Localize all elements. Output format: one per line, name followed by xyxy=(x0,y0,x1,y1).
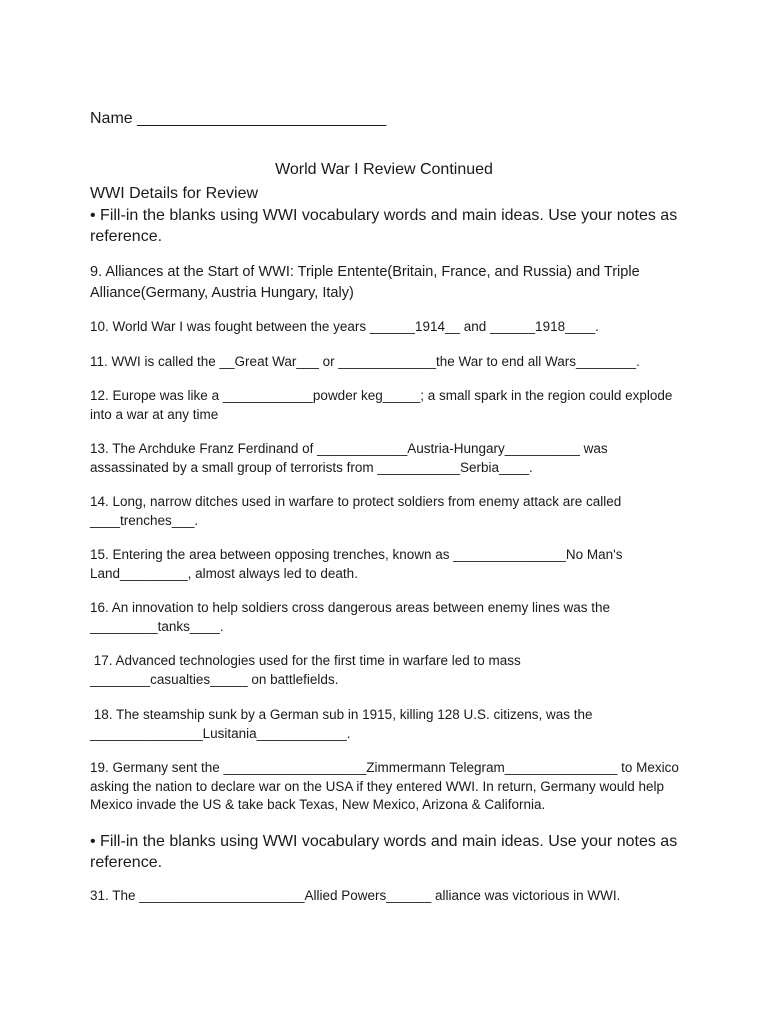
question-16: 16. An innovation to help soldiers cross dangerous areas between enemy lines was the _________tanks____. xyxy=(90,600,611,634)
question-10: 10. World War I was fought between the years ______1914__ and ______1918____. xyxy=(90,319,599,334)
instruction-text: • Fill-in the blanks using WWI vocabulary words and main ideas. Use your notes as reference. xyxy=(90,207,678,245)
question-14: 14. Long, narrow ditches used in warfare to protect soldiers from enemy attack are called ____trenches___. xyxy=(90,494,622,528)
question-31: 31. The ______________________Allied Powers______ alliance was victorious in WWI. xyxy=(90,888,621,903)
question-15: 15. Entering the area between opposing trenches, known as _______________No Man's Land_________, almost always led to death. xyxy=(90,547,623,581)
question-19: 19. Germany sent the ___________________Zimmermann Telegram_______________ to Mexico asking the nation to declare war on the USA if they entered WWI. In return, Germany would help Mexico invade the US & take back Texas, New Mexico, Arizona & California. xyxy=(90,760,679,812)
instruction-text-2: • Fill-in the blanks using WWI vocabulary words and main ideas. Use your notes as reference. xyxy=(90,833,678,871)
page-title: World War I Review Continued xyxy=(275,161,493,178)
name-field-line: Name ____________________________ xyxy=(90,110,387,127)
question-11: 11. WWI is called the __Great War___ or _____________the War to end all Wars________. xyxy=(90,354,640,369)
question-9: 9. Alliances at the Start of WWI: Triple Entente(Britain, France, and Russia) and Triple Alliance(Germany, Austria Hungary, Italy) xyxy=(90,264,640,301)
question-17: 17. Advanced technologies used for the first time in warfare led to mass ________casualties_____ on battlefields. xyxy=(90,653,525,687)
question-12: 12. Europe was like a ____________powder keg_____; a small spark in the region could explode into a war at any time xyxy=(90,388,673,422)
section-heading: WWI Details for Review xyxy=(90,185,259,202)
question-18: 18. The steamship sunk by a German sub in 1915, killing 128 U.S. citizens, was the _______________Lusitania____________. xyxy=(90,707,597,741)
question-13: 13. The Archduke Franz Ferdinand of ____________Austria-Hungary__________ was assassinated by a small group of terrorists from ___________Serbia____. xyxy=(90,441,608,475)
